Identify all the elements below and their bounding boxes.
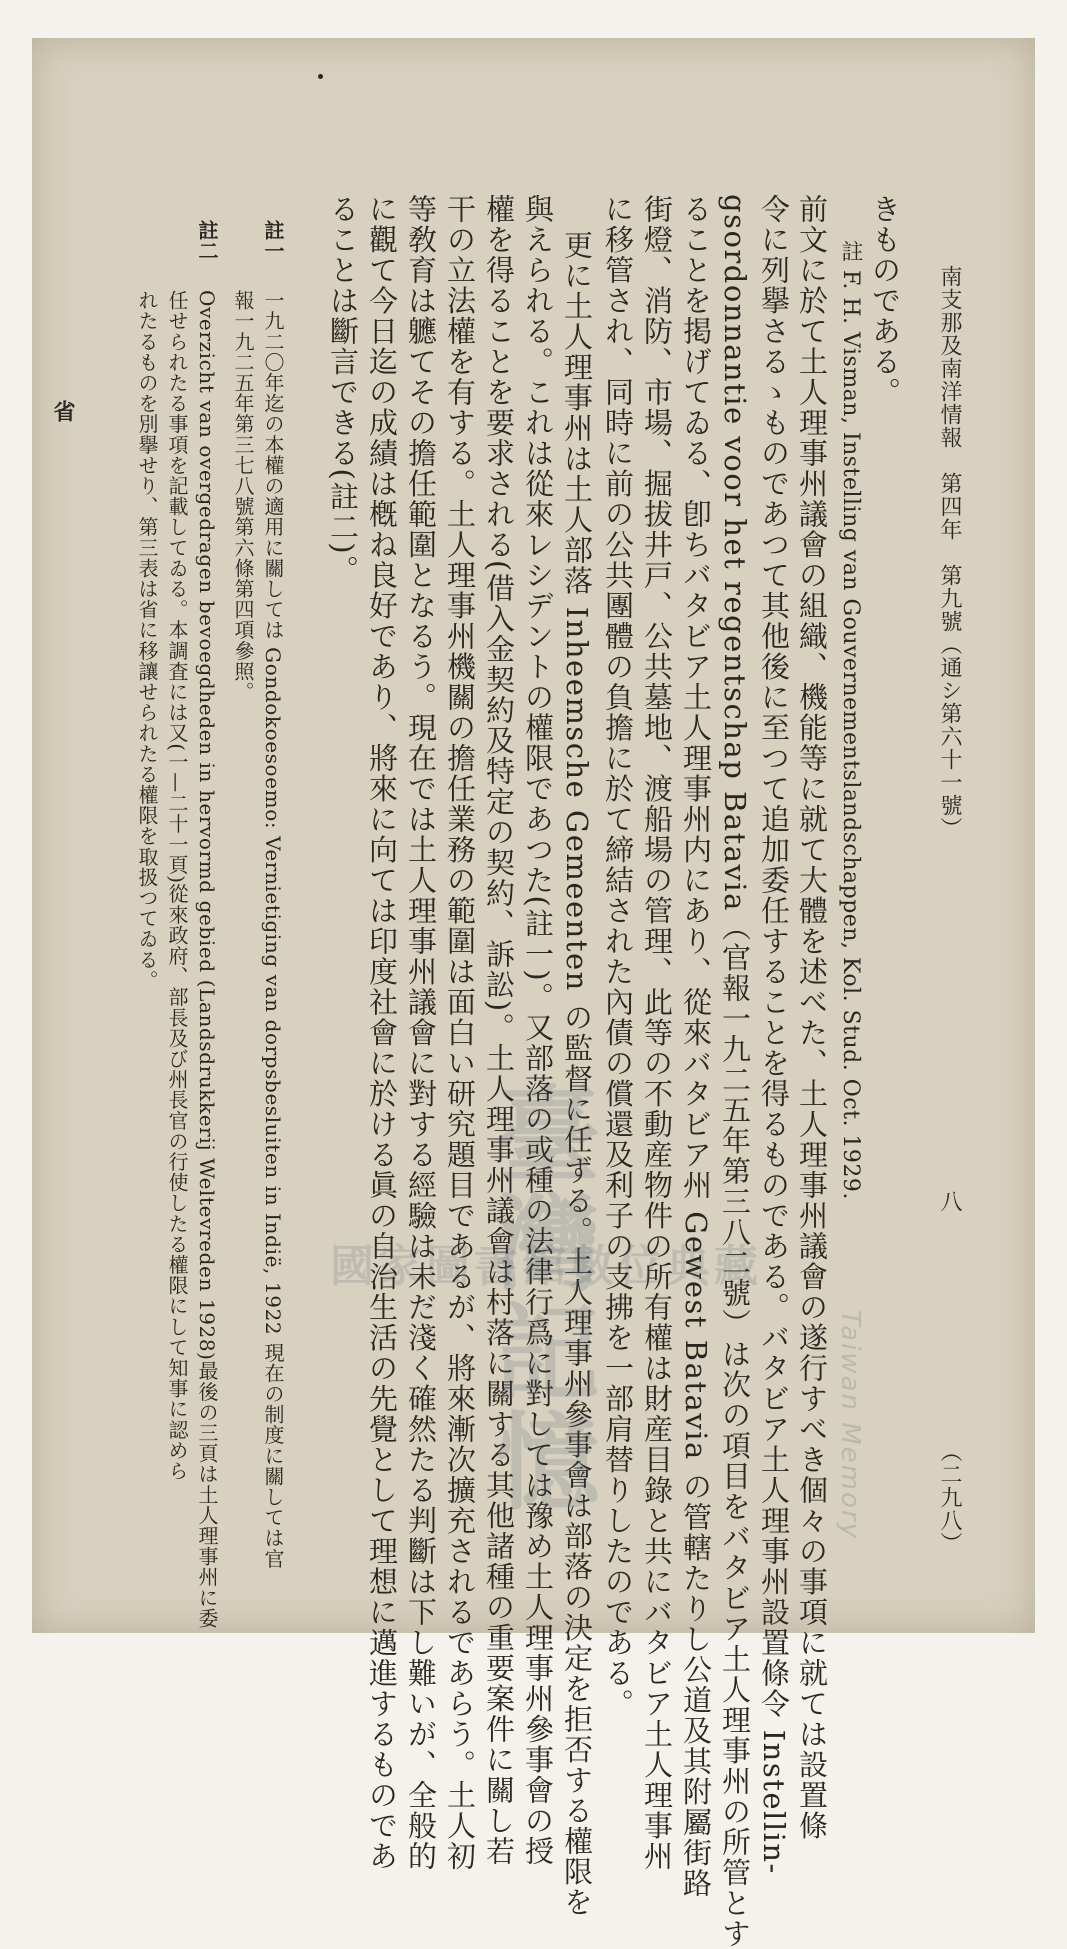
body-line: 與えられる。これは從來レシデントの權限であつた(註一)。又部落の或種の法律行爲に對しては豫め土人理事州參事會の授	[521, 194, 555, 1867]
footnote-2-line: 任せられたる事項を記載してゐる。本調査には又(一—二十一頁)從來政府、部長及び州長官の行使したる權限にして知事に認めら	[165, 290, 189, 1482]
ink-dot	[318, 74, 323, 79]
page-number: 八	[937, 1190, 962, 1213]
footnote-1-line: 一九二〇年迄の本權の適用に關しては Gondokoesoemo: Vernietiging van dorpsbesluiten in Indië, 1922 現在の制度に關しては官	[261, 290, 285, 1569]
running-header: 南支那及南洋情報 第四年 第九號（通シ第六十一號）	[937, 265, 962, 840]
footnote-2-line: れたるものを別擧せり、第三表は省に移讓せられたる權限を取扱つてゐる。	[135, 290, 159, 991]
body-line: 更に土人理事州は土人部落 Inheemsche Gemeenten の監督に任ずる。土人理事州參事會は部落の決定を拒否する權限を	[560, 230, 594, 1918]
footnote-1-line: 報一九二五年第三七八號第六條第四項參照。	[231, 290, 255, 702]
body-line: 註 F. H. Visman, Instelling van Gouvernementslandschappen, Kol. Stud. Oct. 1929.	[838, 240, 863, 1200]
body-line: 權を得ることを要求される(借入金契約及特定の契約、訴訟)。土人理事州議會は村落に關する其他諸種の重要案件に關し若	[482, 194, 516, 1867]
footnote-1-label: 註一	[261, 220, 285, 262]
body-line: gsordonnantie voor het regentschap Batavia（官報一九二五年第三八二號）は次の項目をバタビア土人理事州の所管とす	[718, 194, 752, 1949]
body-line: ることを掲げてゐる、卽ちバタビア土人理事州内にあり、從來バタビア州 Gewest Batavia の管轄たりし公道及其附屬街路	[679, 194, 713, 1899]
footnote-2-line: Overzicht van overgedragen bevoegdheden in hervormd gebied (Landsdrukkerij Weltevreden 1928)最後の三頁は土人理事州に委	[195, 290, 219, 1629]
footnote-2-label: 註二	[195, 220, 219, 262]
body-line: 等敎育は軈てその擔任範圍となるう。現在では土人理事州議會に對する經驗は未だ淺く確然たる判斷は下し難いが、全般的	[404, 194, 438, 1872]
page-number-total: （二九八）	[937, 1440, 962, 1555]
body-line: 前文に於て土人理事州議會の組織、機能等に就て大體を述べた、土人理事州議會の遂行すべき個々の事項に就ては設置條	[795, 194, 829, 1841]
body-line: 街燈、消防、市場、掘拔井戸、公共墓地、渡船場の管理、此等の不動産物件の所有權は財産目錄と共にバタビア土人理事州	[640, 194, 674, 1872]
body-line: 干の立法權を有する。土人理事州機關の擔任業務の範圍は面白い研究題目であるが、將來漸次擴充されるであらう。土人初	[443, 194, 477, 1872]
footer-mark: 省	[50, 400, 76, 422]
body-line: 令に列擧さるゝものであつて其他後に至つて追加委任することを得るものである。バタビア土人理事州設置條令 Instellin-	[757, 194, 791, 1875]
body-line: に移管され、同時に前の公共團體の負擔に於て締結された內債の償還及利子の支拂を一部肩替りしたのである。	[601, 194, 635, 1719]
library-watermark-bottom: 國家圖書館數位典藏	[330, 1241, 762, 1292]
body-line: に觀て今日迄の成績は槪ね良好であり、將來に向ては印度社會に於ける眞の自治生活の先覺として理想に邁進するものであ	[365, 194, 399, 1872]
body-line: きものである。	[868, 194, 902, 408]
library-watermark-sub: Taiwan Memory	[835, 1310, 865, 1540]
body-line: ることは斷言できる(註二)。	[326, 194, 360, 586]
library-watermark: 臺灣記憶	[478, 1080, 602, 1516]
